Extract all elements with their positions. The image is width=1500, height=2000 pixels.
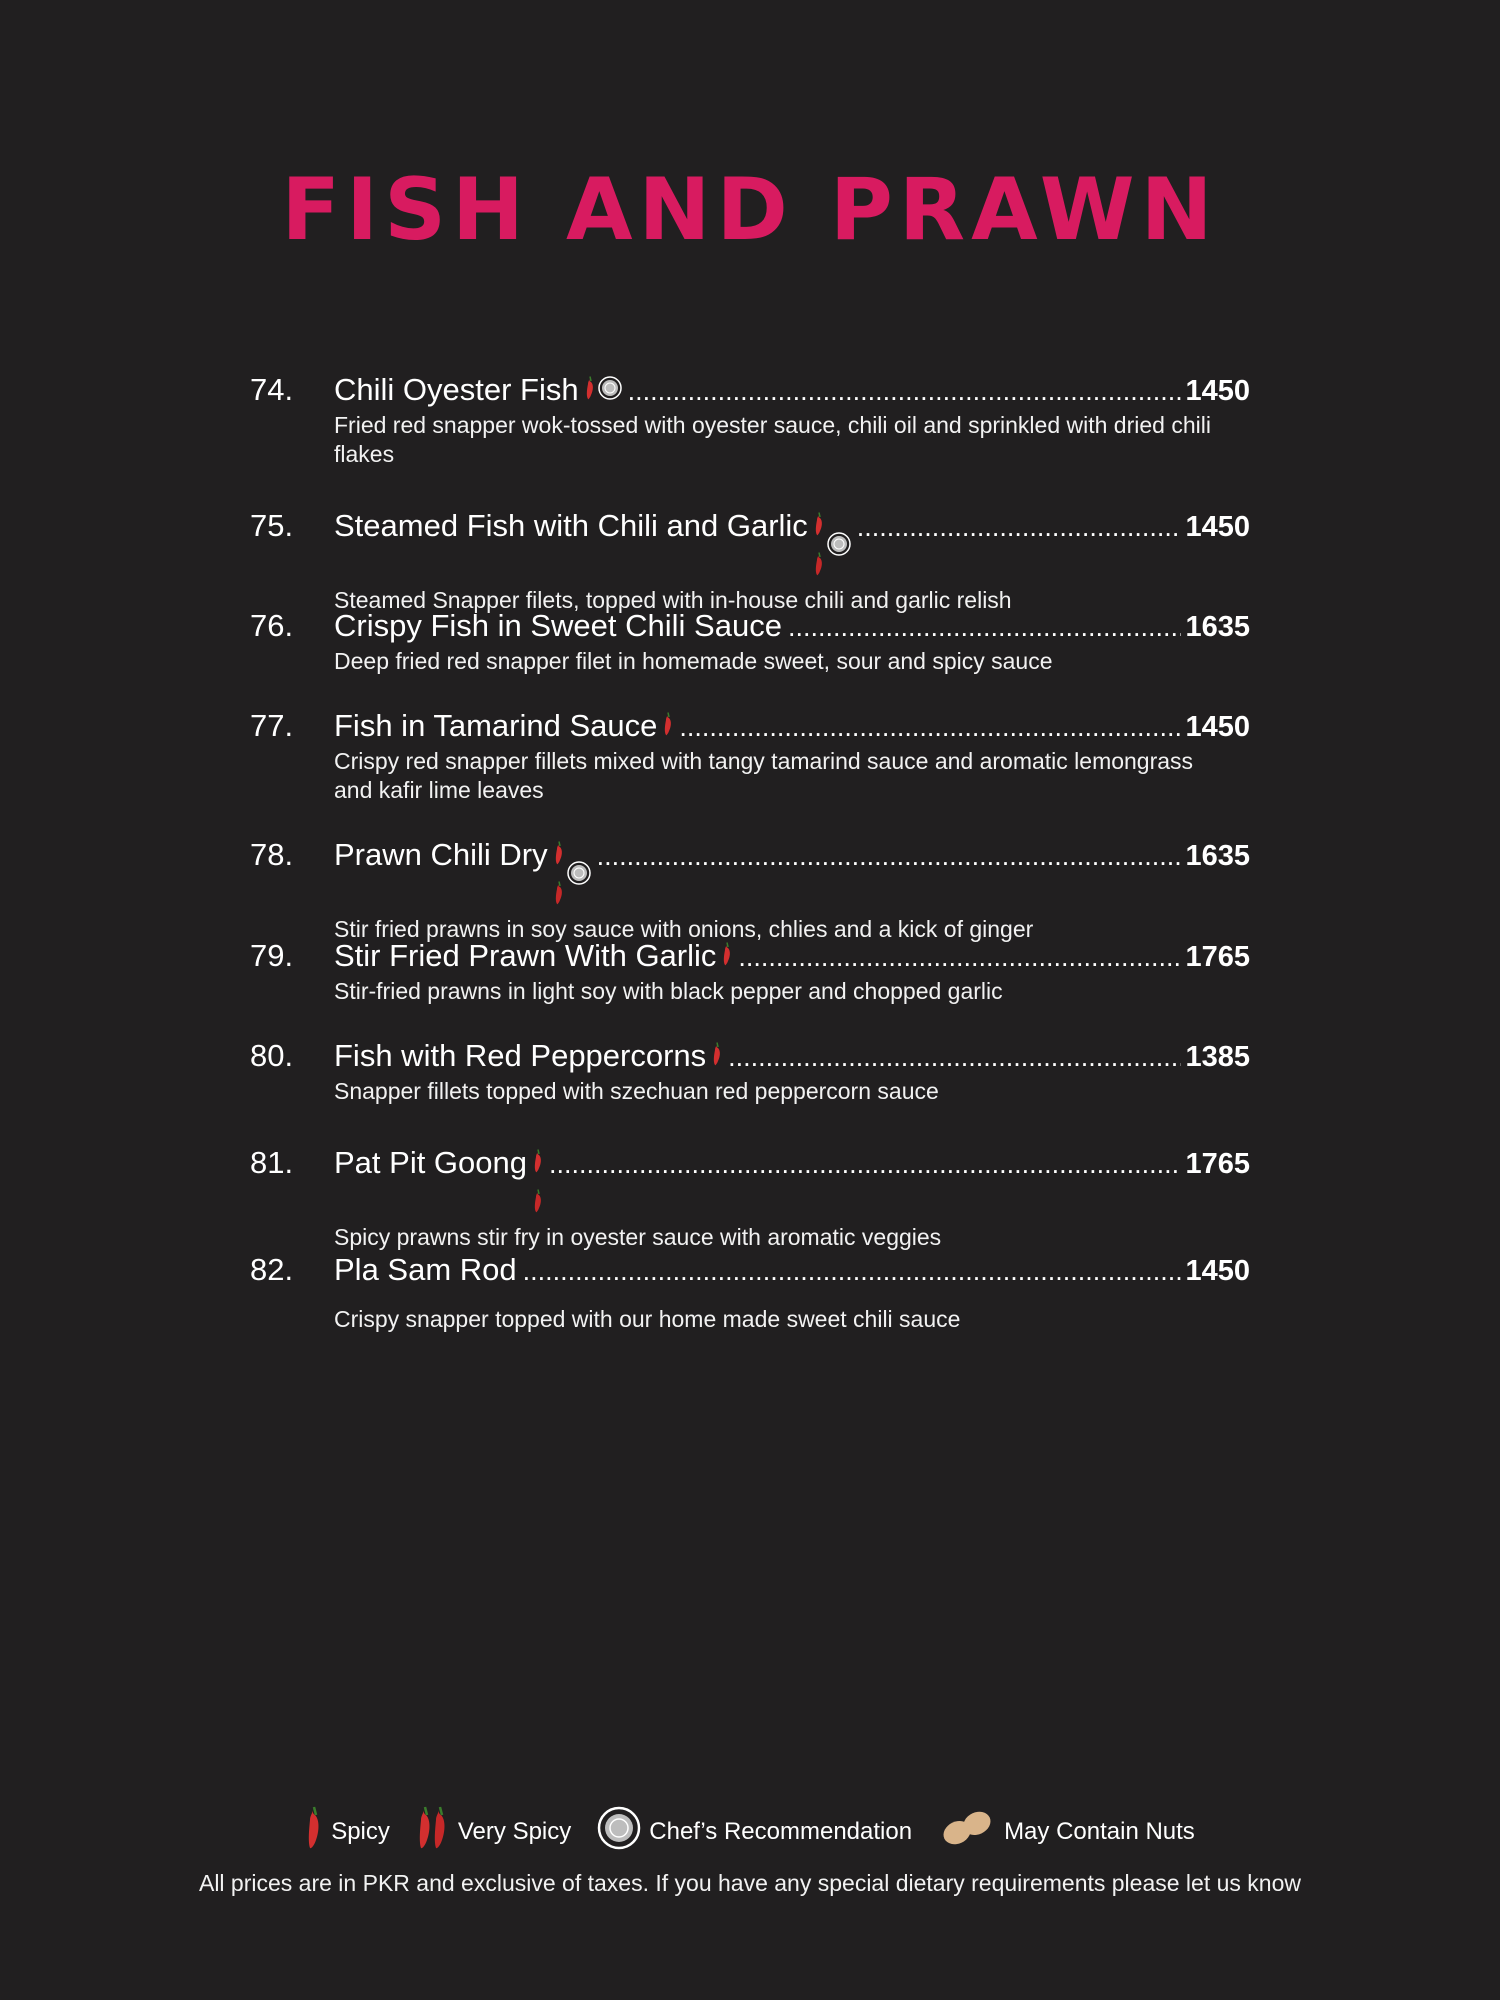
menu-item-header xyxy=(250,606,1250,647)
legend xyxy=(0,1806,1500,1857)
chefs-recommendation-icon xyxy=(597,1806,641,1857)
menu-item-number: 74. xyxy=(250,372,294,407)
menu-item-name: Pat Pit Goong xyxy=(334,1145,528,1180)
menu-item-icons xyxy=(533,1143,543,1223)
menu-item-number: 76. xyxy=(250,608,294,643)
menu-item-price: 1385 xyxy=(1185,1041,1250,1073)
chili-icon xyxy=(305,1806,323,1857)
menu-item-icons xyxy=(585,370,622,410)
chefs-recommendation-icon xyxy=(827,526,851,566)
menu-item-description: Stir fried prawns in soy sauce with onions, chlies and a kick of ginger xyxy=(334,916,1034,942)
menu-item-price: 1450 xyxy=(1185,1255,1250,1287)
menu-item-header xyxy=(250,706,1250,747)
chili-icon xyxy=(663,706,673,746)
double-chili-icon xyxy=(533,1143,543,1223)
dot-leader xyxy=(628,371,1182,411)
menu-item-header xyxy=(250,1143,1250,1223)
menu-item-number: 78. xyxy=(250,837,294,872)
menu-item-number: 82. xyxy=(250,1252,294,1287)
menu-item-description: Snapper fillets topped with szechuan red peppercorn sauce xyxy=(334,1078,939,1104)
menu-item-price: 1635 xyxy=(1185,840,1250,872)
dot-leader xyxy=(738,937,1181,977)
menu-item-price: 1765 xyxy=(1185,941,1250,973)
legend-spicy-label: Spicy xyxy=(331,1817,390,1845)
menu-item-price: 1450 xyxy=(1185,511,1250,543)
menu-item-icons xyxy=(712,1036,722,1076)
menu-item-header xyxy=(250,936,1250,977)
menu-item-price: 1450 xyxy=(1185,711,1250,743)
dot-leader xyxy=(679,707,1181,747)
dot-leader xyxy=(788,607,1182,647)
menu-item-name: Stir Fried Prawn With Garlic xyxy=(334,938,717,973)
menu-item-price: 1635 xyxy=(1185,611,1250,643)
double-chili-icon xyxy=(814,506,824,586)
menu-item-name: Pla Sam Rod xyxy=(334,1252,517,1287)
menu-item-description: Fried red snapper wok-tossed with oyester sauce, chili oil and sprinkled with dried chili flakes xyxy=(334,412,1211,467)
menu-item-number: 79. xyxy=(250,938,294,973)
menu-item-number: 75. xyxy=(250,508,294,543)
menu-item xyxy=(250,835,1250,944)
dot-leader xyxy=(523,1251,1182,1291)
legend-nuts-label: May Contain Nuts xyxy=(1004,1817,1195,1845)
menu-item-number: 80. xyxy=(250,1038,294,1073)
double-chili-icon xyxy=(554,835,564,915)
dot-leader xyxy=(728,1037,1181,1077)
chili-icon xyxy=(722,936,732,976)
legend-chefs-recommendation-label: Chef’s Recommendation xyxy=(649,1817,913,1845)
menu-item-description: Deep fried red snapper filet in homemade sweet, sour and spicy sauce xyxy=(334,648,1053,674)
chili-icon xyxy=(712,1036,722,1076)
menu-item-price: 1450 xyxy=(1185,375,1250,407)
menu-item-name: Fish with Red Peppercorns xyxy=(334,1038,707,1073)
menu-item-number: 77. xyxy=(250,708,294,743)
menu-item-description: Spicy prawns stir fry in oyester sauce with aromatic veggies xyxy=(334,1224,942,1250)
legend-chefs-recommendation xyxy=(597,1806,912,1857)
menu-item-header xyxy=(250,1036,1250,1077)
dot-leader xyxy=(857,507,1182,547)
menu-item-name: Prawn Chili Dry xyxy=(334,837,548,872)
menu-item-description: Crispy red snapper fillets mixed with tangy tamarind sauce and aromatic lemongrass and kafir lime leaves xyxy=(334,748,1194,803)
legend-spicy xyxy=(305,1806,390,1857)
menu-item-name: Steamed Fish with Chili and Garlic xyxy=(334,508,808,543)
menu-item-name: Crispy Fish in Sweet Chili Sauce xyxy=(334,608,782,643)
chili-icon xyxy=(585,370,595,410)
menu-item-header xyxy=(250,370,1250,411)
legend-nuts xyxy=(938,1806,1195,1857)
chefs-recommendation-icon xyxy=(598,370,622,410)
menu-item-description: Stir-fried prawns in light soy with black pepper and chopped garlic xyxy=(334,978,1003,1004)
menu-item xyxy=(250,706,1250,805)
footnote: All prices are in PKR and exclusive of taxes. If you have any special dietary requirements please let us know xyxy=(198,1870,1301,1896)
legend-very-spicy-label: Very Spicy xyxy=(457,1817,572,1845)
page-title: FISH AND PRAWN xyxy=(281,160,1219,260)
menu-item-name: Fish in Tamarind Sauce xyxy=(334,708,658,743)
menu-item xyxy=(250,1250,1250,1334)
menu-item-icons xyxy=(814,506,851,586)
menu-item xyxy=(250,1143,1250,1252)
menu-item-price: 1765 xyxy=(1185,1148,1250,1180)
menu-item-description: Steamed Snapper filets, topped with in-house chili and garlic relish xyxy=(334,587,1012,613)
menu-item xyxy=(250,936,1250,1006)
menu-item-icons xyxy=(663,706,673,746)
menu-item xyxy=(250,1036,1250,1106)
menu-item-header xyxy=(250,1250,1250,1291)
chefs-recommendation-icon xyxy=(567,855,591,895)
menu-item-number: 81. xyxy=(250,1145,294,1180)
menu-item xyxy=(250,506,1250,615)
peanut-icon xyxy=(938,1806,996,1857)
menu-item xyxy=(250,370,1250,469)
double-chili-icon xyxy=(416,1806,450,1857)
menu-item-icons xyxy=(554,835,591,915)
dot-leader xyxy=(597,836,1182,876)
menu-item-header xyxy=(250,835,1250,915)
menu-item-description: Crispy snapper topped with our home made sweet chili sauce xyxy=(334,1306,961,1332)
legend-very-spicy xyxy=(416,1806,571,1857)
menu-item-icons xyxy=(722,936,732,976)
dot-leader xyxy=(549,1144,1181,1184)
menu-item-name: Chili Oyester Fish xyxy=(334,372,579,407)
menu-item xyxy=(250,606,1250,676)
menu-item-header xyxy=(250,506,1250,586)
